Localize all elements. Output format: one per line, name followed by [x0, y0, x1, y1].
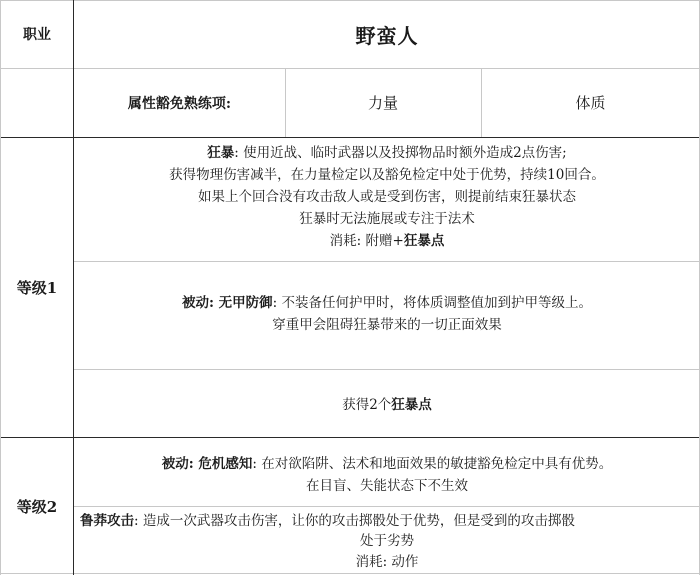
grid-line — [74, 261, 700, 262]
class-label: 职业 — [23, 27, 51, 43]
class-name: 野蛮人 — [355, 23, 419, 48]
reckless-desc-1: : 造成一次武器攻击伤害，让你的攻击掷骰处于优势，但是受到的攻击掷骰 — [134, 513, 575, 529]
unarmored-name: 被动: 无甲防御 — [181, 295, 273, 311]
reckless-line-2: 处于劣势 — [360, 533, 414, 549]
grid-line — [0, 573, 700, 574]
rage-desc-1: : 使用近战、临时武器以及投掷物品时额外造成2点伤害; — [234, 145, 567, 161]
danger-sense-line-2: 在目盲、失能状态下不生效 — [306, 478, 468, 494]
rage-line-4: 狂暴时无法施展或专注于法术 — [299, 211, 475, 227]
level-1-label: 等级1 — [16, 278, 58, 297]
grid-line — [0, 137, 700, 138]
reckless-line-1 — [80, 510, 696, 532]
unarmored-line-2: 穿重甲会阻碍狂暴带来的一切正面效果 — [272, 317, 502, 333]
rage-name: 狂暴 — [207, 145, 235, 161]
level-2-label: 等级2 — [16, 497, 58, 516]
rage-cost-prefix: 消耗: 附赠+ — [329, 233, 404, 249]
saving-throw-constitution: 体质 — [575, 93, 606, 112]
gain-prefix: 获得2个 — [342, 397, 392, 413]
grid-line — [0, 437, 700, 438]
reckless-name: 鲁莽攻击 — [80, 513, 134, 529]
gain-resource: 狂暴点 — [391, 397, 432, 413]
reckless-cost: 消耗: 动作 — [355, 554, 419, 570]
saving-throws-label: 属性豁免熟练项: — [127, 95, 232, 112]
rage-line-2: 获得物理伤害减半，在力量检定以及豁免检定中处于优势，持续10回合。 — [169, 167, 605, 183]
rage-line-3: 如果上个回合没有攻击敌人或是受到伤害，则提前结束狂暴状态 — [198, 189, 576, 205]
danger-sense-desc-1: : 在对欲陷阱、法术和地面效果的敏捷豁免检定中具有优势。 — [252, 456, 613, 472]
rage-cost — [74, 230, 700, 252]
danger-sense-name: 被动: 危机感知 — [161, 456, 253, 472]
grid-line — [74, 369, 700, 370]
unarmored-line-1 — [74, 292, 700, 314]
saving-throw-strength: 力量 — [367, 93, 398, 112]
grid-line — [74, 506, 700, 507]
gain-rage-points — [74, 394, 700, 416]
rage-cost-resource: 狂暴点 — [403, 233, 445, 249]
unarmored-desc-1: : 不装备任何护甲时，将体质调整值加到护甲等级上。 — [272, 295, 593, 311]
danger-sense-line-1 — [74, 453, 700, 475]
rage-line-1 — [74, 142, 700, 164]
